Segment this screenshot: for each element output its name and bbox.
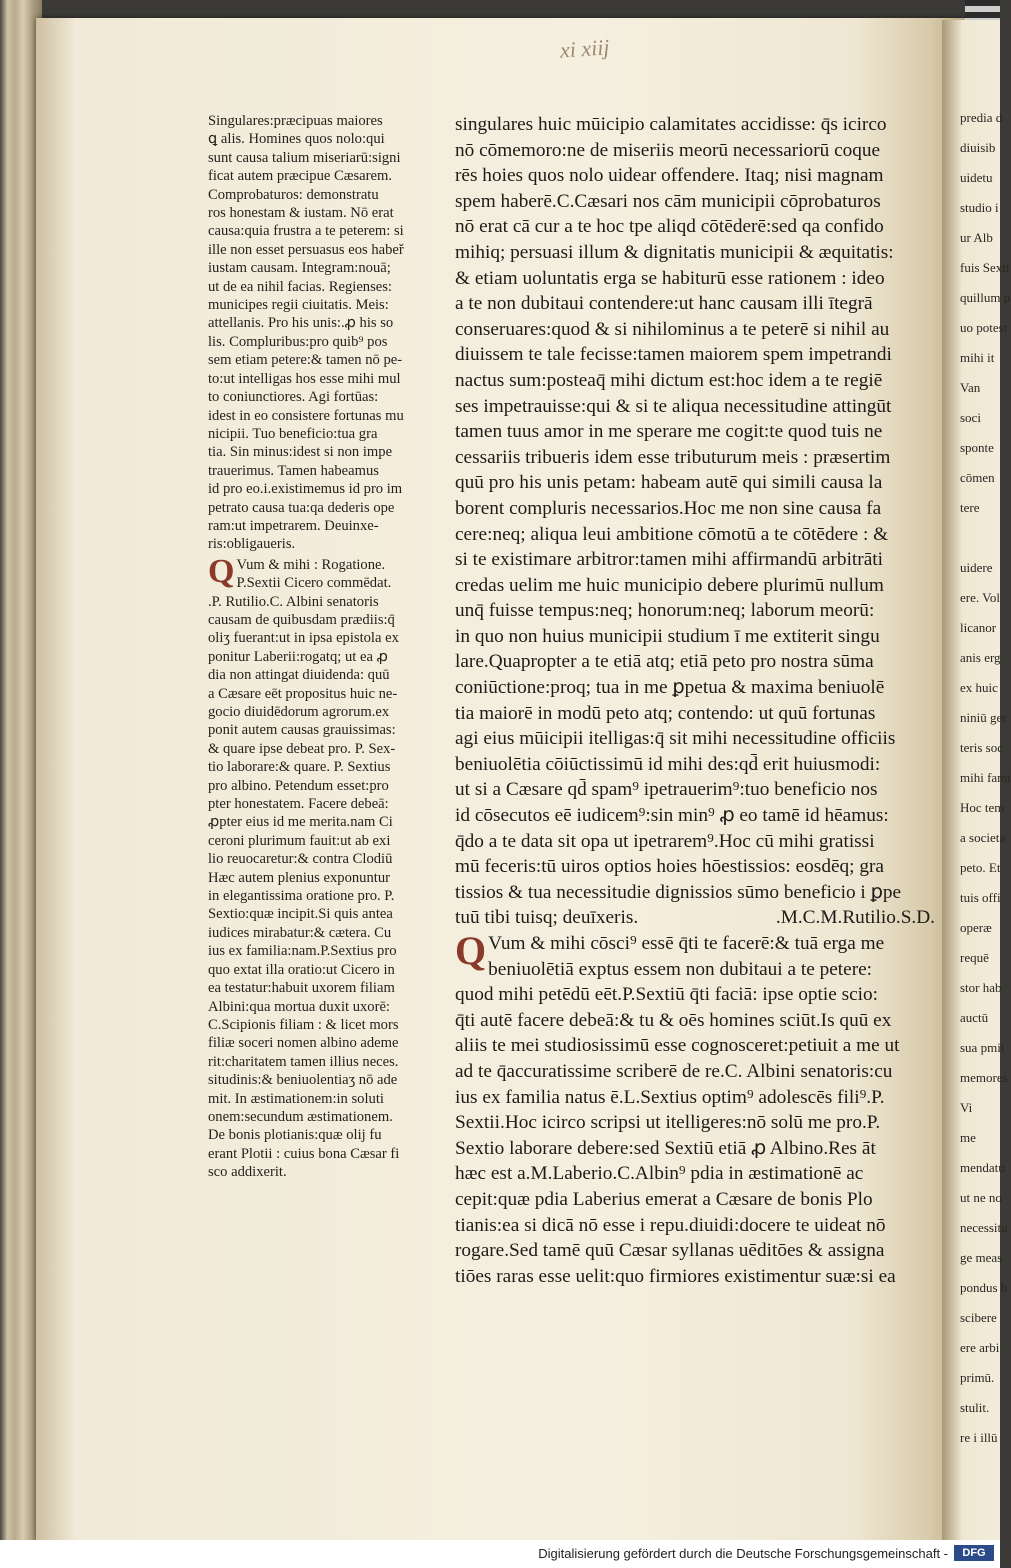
- facing-page-text: niniū ger: [960, 710, 1007, 725]
- commentary-line: P.Sextii Cicero commēdat.: [236, 575, 392, 592]
- facing-page-text: mihi fami: [960, 770, 1011, 785]
- commentary-line: De bonis plotianis:quæ olij fu: [208, 1127, 382, 1144]
- commentary-line: ros honestam & iustam. Nō erat: [208, 205, 394, 222]
- main-text-line: si te existimare arbitror:tamen mihi affirmandū arbitrāti: [455, 549, 883, 571]
- main-text-line: tissios & tua necessitudie dignissios sūmo beneficio i ꝑpe: [455, 881, 902, 903]
- main-text-line: lare.Quapropter a te etiā atq; etiā peto pro nostra sūma: [455, 651, 874, 673]
- footer-bar: [0, 1540, 1000, 1568]
- commentary-line: pro albino. Petendum esset:pro: [208, 777, 389, 794]
- main-text-line: rēs hoies quos nolo uidear offendere. Itaq; nisi magnam: [455, 165, 884, 187]
- main-text-line: q̄do a te data sit opa ut ipetrarem⁹.Hoc cū mihi gratissi: [455, 830, 875, 852]
- main-text-line: Sextio laborare debere:sed Sextiū etiā ꝓ Albino.Res āt: [455, 1137, 876, 1159]
- commentary-line: causa:quia frustra a te peterem: si: [208, 223, 404, 240]
- facing-page-text: ere. Vol: [960, 590, 1000, 605]
- facing-page-text: ut ne no: [960, 1190, 1002, 1205]
- commentary-line: erant Plotii : cuius bona Cæsar fi: [208, 1145, 400, 1162]
- commentary-line: sco addixerit.: [208, 1164, 287, 1181]
- facing-page-text: me: [960, 1130, 976, 1145]
- main-text-line: ut si a Cæsare qd̄ spam⁹ ipetrauerim⁹:tuo beneficio nos: [455, 779, 878, 801]
- commentary-line: ꝓpter eius id me merita.nam Ci: [208, 814, 393, 831]
- facing-page-text: licanor: [960, 620, 997, 635]
- main-text-line: mihiq; persuasi illum & dignitatis municipii & æquitatis:: [455, 241, 894, 263]
- facing-page-text: mendatu: [960, 1160, 1005, 1175]
- facing-page-text: sponte: [960, 440, 994, 455]
- commentary-line: mit. In æstimationem:in soluti: [208, 1090, 384, 1107]
- commentary-line: ille non esset persuasus eos habeř: [208, 241, 404, 258]
- facing-page-text: stulit.: [960, 1400, 990, 1415]
- commentary-line: sem etiam petere:& tamen nō pe-: [208, 352, 403, 369]
- commentary-line: onem:secundum æstimationem.: [208, 1108, 393, 1125]
- commentary-line: ut de ea nihil facias. Regienses:: [208, 278, 392, 295]
- main-text-line: Sextii.Hoc icirco scripsi ut itelligeres:nō solū me pro.P.: [455, 1112, 881, 1134]
- commentary-line: nicipii. Tuo beneficio:tua gra: [208, 425, 378, 442]
- commentary-line: ꝗ alis. Homines quos nolo:qui: [208, 131, 385, 148]
- commentary-line: & quare ipse debeat pro. P. Sex-: [208, 740, 396, 757]
- commentary-line: ficat autem præcipue Cæsarem.: [208, 168, 392, 185]
- dfg-logo-icon: DFG: [954, 1545, 994, 1561]
- facing-page-text: stor hab: [960, 980, 1002, 995]
- commentary-line: in elegantissima oratione pro. P.: [208, 888, 395, 905]
- commentary-line: idest in eo consistere fortunas mu: [208, 407, 404, 424]
- main-text-line: ius ex familia natus ē.L.Sextius optim⁹ adolescēs fili⁹.P.: [455, 1086, 885, 1108]
- commentary-line: ram:ut impetrarem. Deuinxe-: [208, 517, 379, 534]
- commentary-line: Vum & mihi : Rogatione.: [236, 556, 386, 573]
- facing-page-text: peto. Et: [960, 860, 1001, 875]
- commentary-line: Hæc autem plenius exponuntur: [208, 869, 390, 886]
- facing-page-text: primū.: [960, 1370, 995, 1385]
- commentary-line: ponit autem causas grauissimas:: [208, 722, 396, 739]
- main-text-line: tia maiorē in modū peto atq; contendo: ut quū fortunas: [455, 702, 876, 724]
- commentary-line: Comprobaturos: demonstratu: [208, 186, 379, 203]
- main-text-line: singulares huic mūicipio calamitates accidisse: q̄s icirco: [455, 114, 887, 135]
- commentary-block: [208, 552, 438, 1182]
- facing-page-text: studio i: [960, 200, 999, 215]
- facing-page-text: uo potest: [960, 320, 1008, 335]
- main-text-line: cepit:quæ pdia Laberius emerat a Cæsare de bonis Plo: [455, 1188, 873, 1210]
- commentary-initial: Q: [208, 552, 235, 590]
- main-text-line: rogare.Sed tamē quū Cæsar syllanas uēditōes & assigna: [455, 1240, 885, 1262]
- main-text-line: & etiam uoluntatis erga se habiturū esse rationem : ideo: [455, 267, 885, 289]
- facing-page-text: soci: [960, 410, 981, 425]
- commentary-line: .P. Rutilio.C. Albini senatoris: [208, 593, 379, 610]
- main-text-line: id cōsecutos eē iudicem⁹:sin min⁹ ꝓ eo tamē id hēamus:: [455, 805, 889, 827]
- facing-page-text: re i illū: [960, 1430, 998, 1445]
- main-text-line: conseruares:quod & si nihilominus a te peterē si nihil au: [455, 318, 890, 340]
- main-text-line: mū feceris:tū uiros optios hoies hōestissios: eosdēq; gra: [455, 856, 884, 878]
- main-text-line: aliis te mei studiosissimū esse cognosceret:petiuit a me ut: [455, 1035, 900, 1057]
- main-text-line: cere:neq; aliqua leui ambitione cōmotū a te cōtēdere : &: [455, 523, 889, 545]
- commentary-line: iustam causam. Integram:nouā;: [208, 260, 391, 277]
- commentary-line: situdinis:& beniuolentiaʒ nō ade: [208, 1072, 398, 1089]
- commentary-line: ea testatur:habuit uxorem filiam: [208, 980, 395, 997]
- commentary-line: oliʒ fuerant:ut in ipsa epistola ex: [208, 630, 399, 647]
- commentary-column: [208, 112, 438, 1182]
- facing-page-text: ex huic: [960, 680, 998, 695]
- commentary-line: dia non attingat diuidenda: quū: [208, 667, 390, 684]
- main-text-line: unq̄ fuisse tempus:neq; honorum:neq; laborum meorū:: [455, 600, 875, 622]
- commentary-line: tia. Sin minus:idest si non impe: [208, 444, 393, 461]
- main-text-line: diuissem te tale fecisse:tamen maiorem spem impetrandi: [455, 344, 892, 366]
- commentary-line: id pro eo.i.existimemus id pro im: [208, 481, 403, 498]
- facing-page-text: a societa: [960, 830, 1006, 845]
- commentary-line: Albini:qua mortua duxit uxorē:: [208, 998, 390, 1015]
- commentary-line: lio reuocaretur:& contra Clodiū: [208, 851, 393, 868]
- commentary-line: attellanis. Pro his unis:.ꝓ his so: [208, 315, 394, 332]
- commentary-line: trauerimus. Tamen habeamus: [208, 462, 379, 479]
- facing-page-fragment: [942, 20, 1011, 1540]
- facing-page-text: memores: [960, 1070, 1008, 1085]
- closing-line: tuū tibi tuisq; deuīxeris.: [455, 907, 639, 929]
- main-text-line: coniūctione:proq; tua in me ꝑpetua & maxima beniuolē: [455, 677, 885, 699]
- commentary-line: C.Scipionis filiam : & licet mors: [208, 1016, 399, 1033]
- facing-page-text: pondus h: [960, 1280, 1008, 1295]
- facing-page-text: uidetu: [960, 170, 993, 185]
- facing-page-text: Vi: [960, 1100, 973, 1115]
- commentary-line: quo extat illa oratio:ut Cicero in: [208, 961, 395, 978]
- main-text-line: cessariis tribueris idem esse tributurum meis : præsertim: [455, 446, 891, 468]
- commentary-line: pter honestatem. Facere debeā:: [208, 796, 389, 813]
- main-text-line: borent compluris necessarios.Hoc me non sine causa fa: [455, 497, 882, 519]
- folio-number: xi xiij: [559, 34, 611, 63]
- commentary-line: Sextio:quæ incipit.Si quis antea: [208, 906, 393, 923]
- facing-page-text: mihi it: [960, 350, 995, 365]
- commentary-line: ponitur Laberii:rogatq; ut ea ꝓ: [208, 648, 388, 665]
- commentary-line: Singulares:præcipuas maiores: [208, 113, 383, 129]
- main-text-line: nō cōmemoro:ne de miseriis meorū necessariorū coque: [455, 139, 881, 161]
- main-text-line: beniuolētiā exptus essem non dubitaui a te petere:: [488, 958, 873, 980]
- main-text-line: quū pro his unis petam: habeam autē qui simili causa la: [455, 472, 883, 494]
- main-text-line: nō erat cā cur a te hoc tpe aliqd cōtēderē:sed qa confido: [455, 216, 884, 238]
- commentary-line: causam de quibusdam prædiis:q̄: [208, 611, 395, 628]
- main-text-line: nactus sum:posteaq̄ mihi dictum est:hoc idem a te regiē: [455, 369, 883, 391]
- facing-page-text: requē: [960, 950, 989, 965]
- facing-page-text: cōmen: [960, 470, 995, 485]
- commentary-line: gocio diuidēdorum agrorum.ex: [208, 704, 390, 720]
- facing-page-text: tere: [960, 500, 980, 515]
- commentary-line: a Cæsare eēt propositus huic ne-: [208, 685, 398, 702]
- facing-page-text: diuisib: [960, 140, 996, 155]
- commentary-line: rit:charitatem tamen illius neces.: [208, 1053, 399, 1070]
- commentary-line: filiæ soceri nomen albino ademe: [208, 1035, 399, 1052]
- main-text-line: credas uelim me huic municipio debere plurimū nullum: [455, 574, 884, 596]
- facing-page-text: teris soc: [960, 740, 1003, 755]
- facing-page-text: operæ: [960, 920, 992, 935]
- main-text-line: spem haberē.C.Cæsari nos cām municipii cōprobaturos: [455, 190, 881, 212]
- facing-page-text: fuis Sexti: [960, 260, 1010, 275]
- facing-page-text: tuis offi: [960, 890, 1001, 905]
- commentary-line: tio laborare:& quare. P. Sextius: [208, 759, 391, 776]
- main-text-line: tamen tuus amor in me sperare me cogit:te quod tuis ne: [455, 421, 883, 443]
- facing-page-text: uidere: [960, 560, 993, 575]
- main-text-line: [455, 905, 935, 931]
- facing-page-text: ge meas: [960, 1250, 1003, 1265]
- main-text-line: hæc est a.M.Laberio.C.Albin⁹ pdia in æstimationē ac: [455, 1163, 864, 1185]
- commentary-line: to coniunctiores. Agi fortūas:: [208, 389, 379, 406]
- main-text-line: a te non dubitaui contendere:ut hanc causam illi ītegrā: [455, 293, 873, 315]
- main-text-line: beniuolētia cōiūctissimū id mihi des:qd̄ erit huiusmodi:: [455, 753, 881, 775]
- main-text-line: in quo non huius municipii studium ī me extiterit singu: [455, 625, 880, 647]
- facing-page-text: predia d: [960, 110, 1003, 125]
- facing-page-text: Van: [960, 380, 981, 395]
- salutation: .M.C.M.Rutilio.S.D.: [775, 907, 935, 929]
- commentary-line: ius ex familia:nam.P.Sextius pro: [208, 943, 397, 960]
- commentary-line: sunt causa talium miseriarū:signi: [208, 149, 401, 166]
- facing-page-text: ere arbi: [960, 1340, 1000, 1355]
- commentary-line: to:ut intelligas hos esse mihi mul: [208, 370, 401, 387]
- main-text-line: tianis:ea si dicā nō esse i repu.diuidi:docere te uideat nō: [455, 1214, 886, 1236]
- main-text-column: [455, 112, 935, 1289]
- commentary-line: petrato causa tua:qa dederis ope: [208, 499, 395, 516]
- main-text-line: ses impetrauisse:qui & si te aliqua necessitudine attingūt: [455, 395, 892, 417]
- facing-page-text: scibere: [960, 1310, 997, 1325]
- facing-page-text: quillum p: [960, 290, 1011, 305]
- commentary-line: iudices mirabatur:& cætera. Cu: [208, 924, 392, 941]
- facing-page-text: auctū: [960, 1010, 989, 1025]
- main-text-line: agi eius mūicipii itelligas:q̄ sit mihi necessitudine officiis: [455, 728, 896, 750]
- footer-credit: Digitalisierung gefördert durch die Deutsche Forschungsgemeinschaft -: [538, 1546, 948, 1561]
- main-text-line: quod mihi petēdū eēt.P.Sextiū q̄ti faciā: ipse optie scio:: [455, 984, 879, 1006]
- facing-page-text: sua pmit: [960, 1040, 1005, 1055]
- main-text-line: ad te q̄accuratissime scriberē de re.C. Albini senatoris:cu: [455, 1060, 893, 1082]
- facing-page-text: necessitu: [960, 1220, 1008, 1235]
- commentary-line: municipes regii ciuitatis. Meis:: [208, 297, 389, 314]
- main-text-line: q̄ti autē facere debeā:& tu & oēs homines sciūt.Is quū ex: [455, 1009, 892, 1031]
- main-text-line: Vum & mihi cōsci⁹ essē q̄ti te facerē:& tuā erga me: [488, 933, 885, 954]
- main-text-line: tiōes raras esse uelit:quo firmiores existimentur suæ:si ea: [455, 1265, 896, 1287]
- facing-page-text: ur Alb: [960, 230, 993, 245]
- facing-page-text: anis erg: [960, 650, 1001, 665]
- facing-page-text: Hoc tem: [960, 800, 1005, 815]
- commentary-line: ris:obligaueris.: [208, 536, 296, 553]
- commentary-line: lis. Compluribus:pro quib⁹ pos: [208, 333, 388, 350]
- letter-initial: Q: [455, 928, 487, 973]
- commentary-line: ceroni plurimum fauit:ut ab exi: [208, 832, 391, 849]
